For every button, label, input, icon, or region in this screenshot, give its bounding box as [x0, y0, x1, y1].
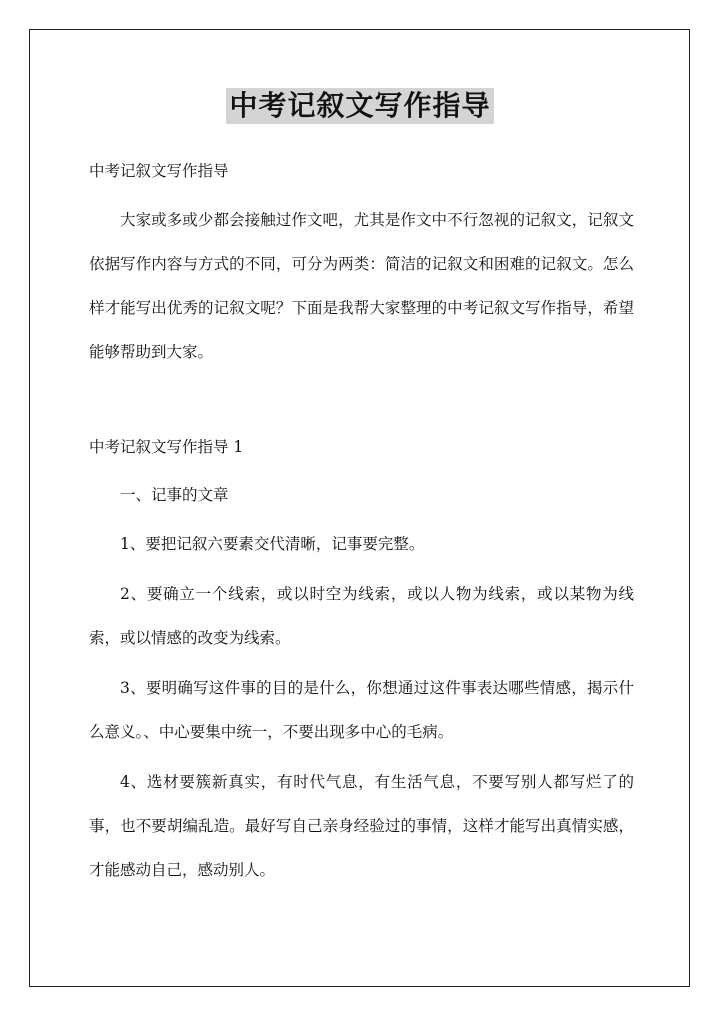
- document-body: [89, 150, 634, 892]
- item-paragraph: 2、要确立一个线索，或以时空为线索，或以人物为线索，或以某物为线索，或以情感的改变为线索。: [89, 585, 634, 647]
- item-paragraph: 1、要把记叙六要素交代清晰，记事要完整。: [120, 535, 425, 553]
- intro-paragraph: 大家或多或少都会接触过作文吧，尤其是作文中不行忽视的记叙文，记叙文依据写作内容与方式的不同，可分为两类：简洁的记叙文和困难的记叙文。怎么样才能写出优秀的记叙文呢？下面是我帮大家整理的中考记叙文写作指导，希望能够帮助到大家。: [89, 211, 634, 361]
- item-paragraph: 3、要明确写这件事的目的是什么，你想通过这件事表达哪些情感，揭示什么意义。、中心要集中统一，不要出现多中心的毛病。: [89, 679, 634, 741]
- section-heading: 中考记叙文写作指导 1: [89, 438, 244, 456]
- subsection-heading: 一、记事的文章: [120, 486, 229, 504]
- item-paragraph: 4、选材要簇新真实，有时代气息，有生活气息，不要写别人都写烂了的事，也不要胡编乱造。最好写自己亲身经验过的事情，这样才能写出真情实感，才能感动自己，感动别人。: [89, 773, 634, 879]
- title-wrap: [0, 88, 720, 124]
- document-subtitle: 中考记叙文写作指导: [89, 162, 229, 180]
- document-title: 中考记叙文写作指导: [226, 88, 493, 124]
